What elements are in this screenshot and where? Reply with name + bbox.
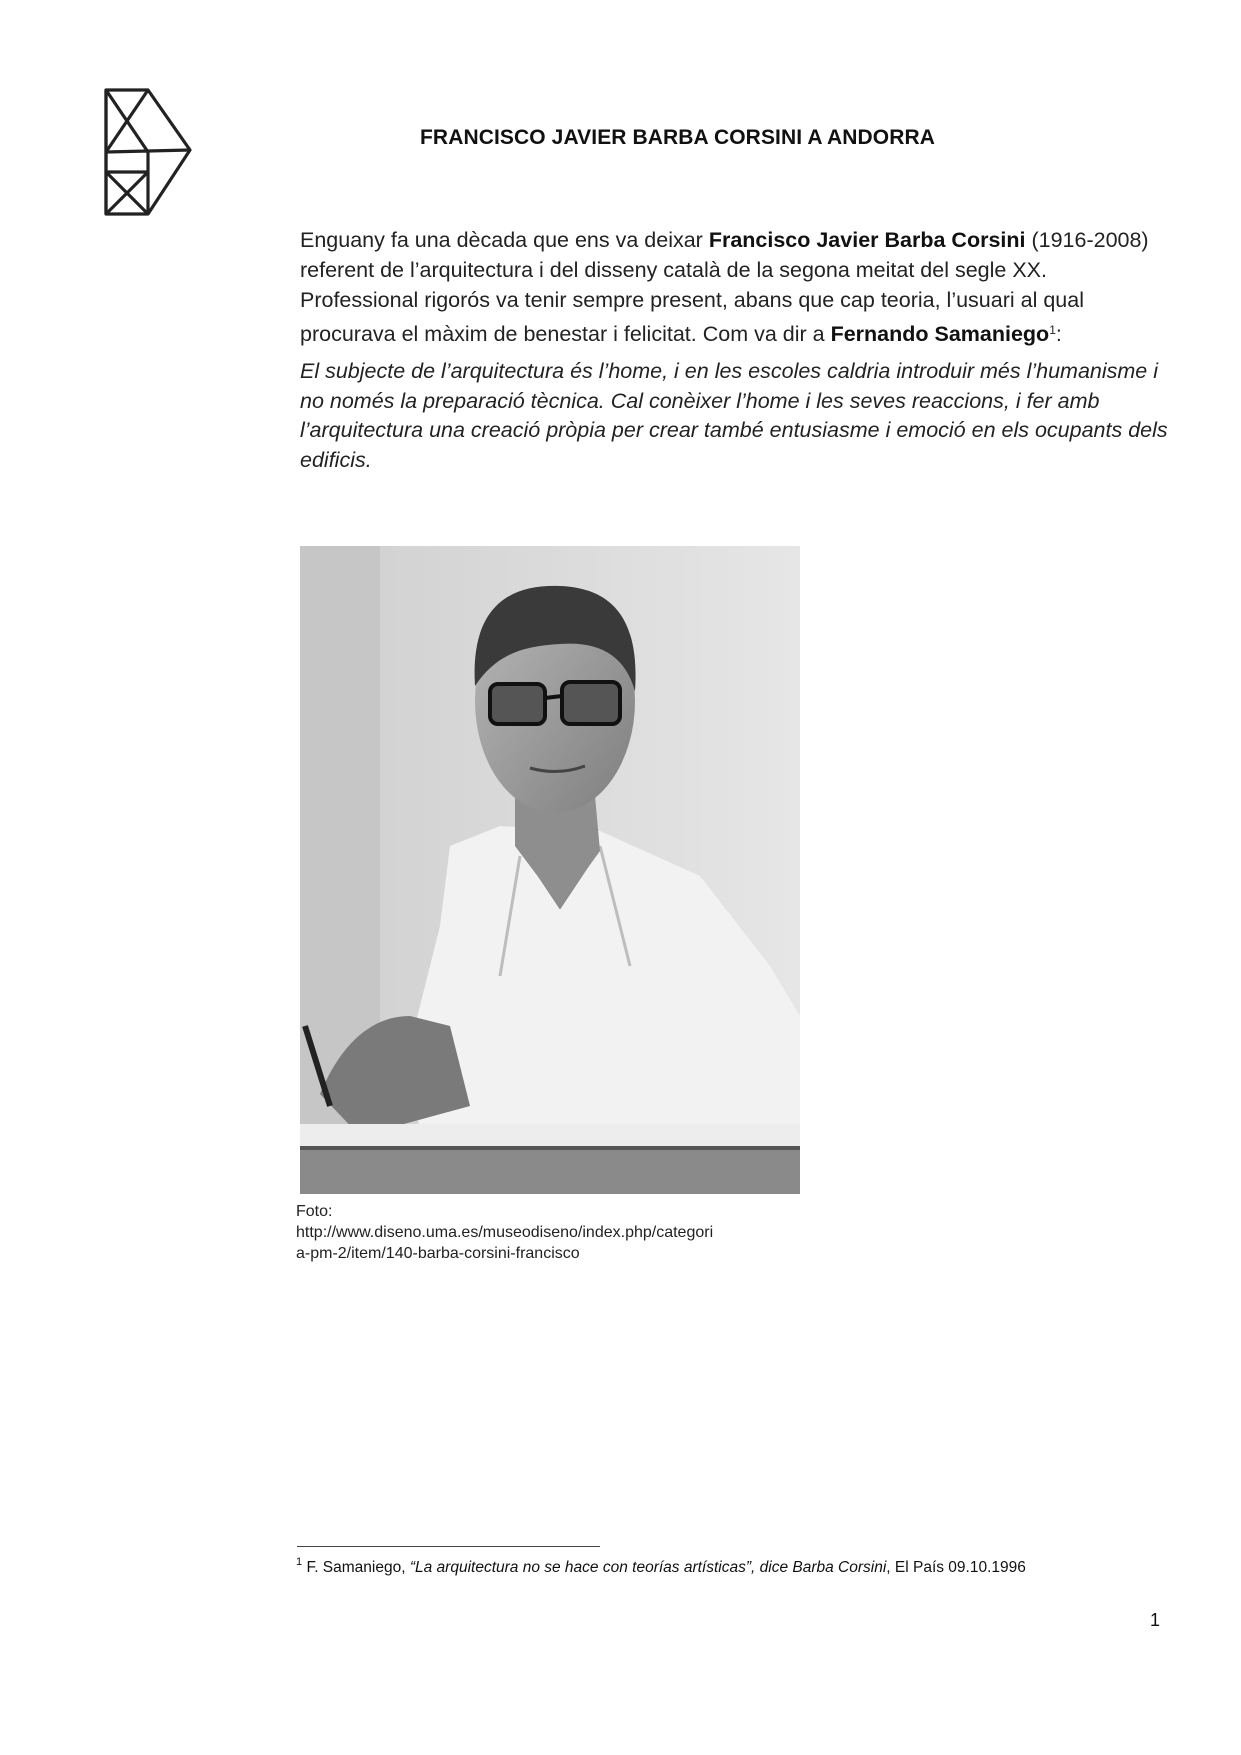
photo-caption [296, 1201, 816, 1264]
footnote [296, 1556, 1196, 1577]
quote-paragraph [300, 357, 1170, 475]
page-title: FRANCISCO JAVIER BARBA CORSINI A ANDORRA [420, 126, 936, 149]
folded-d-logo-icon [104, 88, 192, 216]
caption-url-line-1[interactable]: http://www.diseno.uma.es/museodiseno/index.php/categori [296, 1224, 714, 1241]
footnote-source: , El País 09.10.1996 [886, 1559, 1026, 1576]
footnote-divider [297, 1546, 600, 1547]
footnote-article-title: “La arquitectura no se hace con teorías artísticas”, dice Barba Corsini [409, 1559, 887, 1576]
intro-text-3: : [1055, 322, 1062, 346]
intro-text-1: Enguany fa una dècada que ens va deixar [300, 228, 709, 252]
portrait-photo [300, 546, 800, 1194]
intro-paragraph [300, 225, 1160, 349]
name-samaniego: Fernando Samaniego [830, 322, 1050, 346]
footnote-author: F. Samaniego, [306, 1559, 410, 1576]
name-barba-corsini: Francisco Javier Barba Corsini [708, 228, 1026, 252]
quote-text: El subjecte de l’arquitectura és l’home, i en les escoles caldria introduir més l’humanisme i no només la preparació tècnica. Cal conèixer l’home i les seves reaccions, i fer amb l’arquitectura una creació pròpia per crear també entusiasme i emoció en els ocupants dels edificis. [300, 359, 1168, 472]
page-number: 1 [1150, 1610, 1161, 1630]
caption-url-line-2[interactable]: a-pm-2/item/140-barba-corsini-francisco [296, 1245, 580, 1262]
footnote-number: 1 [296, 1556, 303, 1568]
intro-text-2: (1916-2008) referent de l’arquitectura i del disseny català de la segona meitat del segle XX. Professional rigorós va tenir sempre present, abans que cap teoria, l’usuari al qual procurava el màxim de benestar i felicitat. Com va dir a [300, 228, 1149, 346]
caption-label: Foto: [296, 1203, 333, 1220]
footnote-reference[interactable]: 1 [1049, 323, 1056, 337]
